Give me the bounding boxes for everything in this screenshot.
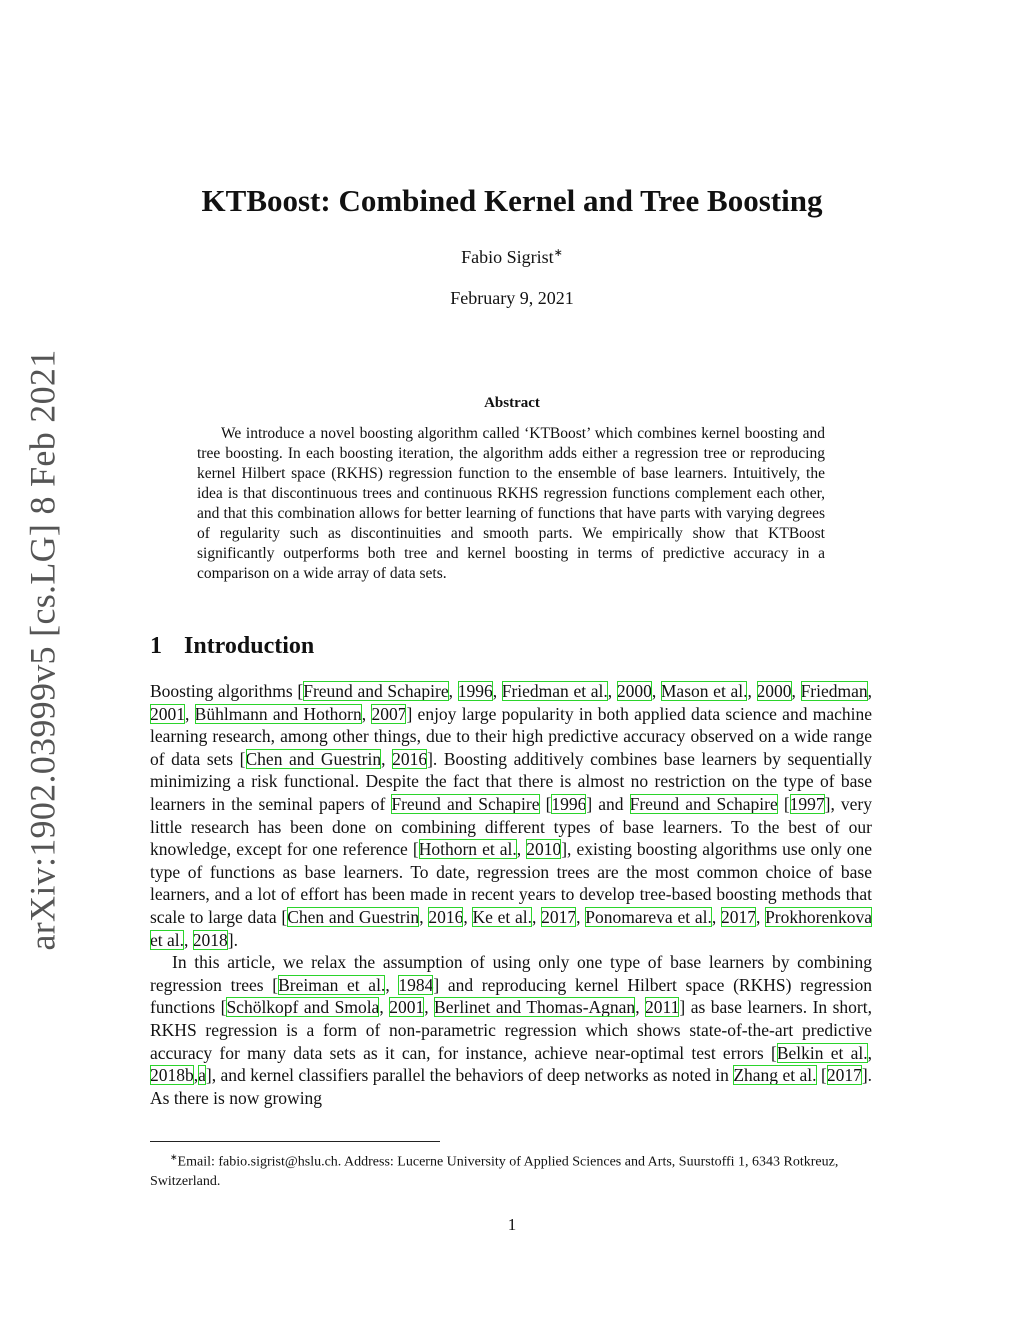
- citation-link[interactable]: Belkin et al.: [776, 1042, 868, 1063]
- citation-link[interactable]: 2017: [826, 1065, 862, 1086]
- citation-link[interactable]: 2007: [371, 703, 407, 724]
- citation-link[interactable]: Chen and Guestrin: [245, 748, 382, 769]
- citation-link[interactable]: Freund and Schapire: [303, 681, 449, 701]
- citation-link[interactable]: Prokhorenkova et al.: [150, 906, 873, 950]
- citation-link[interactable]: 2017: [720, 906, 756, 927]
- citation-link[interactable]: 2018b: [150, 1065, 194, 1086]
- citation-link[interactable]: 1997: [789, 793, 825, 814]
- intro-paragraph-2: In this article, we relax the assumption of using only one type of base learners by combining regression trees [Breiman et al., 1984] and reproducing kernel Hilbert space (RKHS) regression functions [Schölkopf and Smola, 2001, Berlinet and Thomas-Agnan, 2011] as base learners. In short, RKHS regression is a form of non-parametric regression which shows state-of-the-art predictive accuracy for many data sets as it can, for instance, achieve near-optimal test errors [Belkin et al., 2018b,a], and kernel classifiers parallel the behaviors of deep networks as noted in Zhang et al. [2017]. As there is now growing: [150, 952, 873, 1108]
- intro-body: [150, 680, 872, 1109]
- citation-link[interactable]: 1996: [551, 793, 587, 814]
- footnote-mark: ∗: [170, 1152, 178, 1162]
- citation-link[interactable]: Schölkopf and Smola: [226, 997, 380, 1018]
- intro-paragraph-1: Boosting algorithms [Freund and Schapire, 1996, Friedman et al., 2000, Mason et al., 2000, Friedman, 2001, Bühlmann and Hothorn, 2007] enjoy large popularity in both applied data science and machine learning research, among other things, due to their high predictive accuracy observed on a wide range of data sets [Chen and Guestrin, 2016]. Boosting additively combines base learners by sequentially minimizing a risk functional. Despite the fact that there is almost no restriction on the type of base learners in the seminal papers of Freund and Schapire [1996] and Freund and Schapire [1997], very little research has been done on combining different types of base learners. To the best of our knowledge, except for one reference [Hothorn et al., 2010], existing boosting algorithms use only one type of functions as base learners. To date, regression trees are the most common choice of base learners, and a lot of effort has been made in recent years to develop tree-based boosting methods that scale to large data [Chen and Guestrin, 2016, Ke et al., 2017, Ponomareva et al., 2017, Prokhorenkova et al., 2018].: [150, 681, 873, 950]
- arxiv-identifier: arXiv:1902.03999v5 [cs.LG] 8 Feb 2021: [23, 349, 63, 951]
- citation-link[interactable]: Bühlmann and Hothorn: [194, 703, 362, 724]
- abstract-text: We introduce a novel boosting algorithm called ‘KTBoost’ which combines kernel boosting and tree boosting. In each boosting iteration, the algorithm adds either a regression tree or reproducing kernel Hilbert space (RKHS) regression function to the ensemble of base learners. Intuitively, the idea is that discontinuous trees and continuous RKHS regression functions complement each other, and that this combination allows for better learning of functions that have parts with varying degrees of regularity such as discontinuities and smooth parts. We empirically show that KTBoost significantly outperforms both tree and kernel boosting in terms of predictive accuracy in a comparison on a wide array of data sets.: [197, 425, 825, 582]
- citation-link[interactable]: Freund and Schapire: [629, 793, 778, 814]
- citation-link[interactable]: Ponomareva et al.: [585, 906, 712, 927]
- citation-link[interactable]: 2001: [389, 997, 425, 1018]
- citation-link[interactable]: Friedman: [800, 681, 868, 701]
- citation-link[interactable]: 2016: [392, 748, 428, 769]
- author-name: Fabio Sigrist: [461, 247, 554, 267]
- arxiv-sidebar: [8, 349, 78, 951]
- citation-link[interactable]: 2016: [428, 906, 464, 927]
- section-heading: [150, 633, 314, 660]
- citation-link[interactable]: a: [198, 1065, 206, 1086]
- citation-link[interactable]: 1984: [398, 974, 434, 995]
- citation-link[interactable]: 2000: [756, 681, 792, 701]
- page-number: 1: [507, 1215, 517, 1234]
- section-number: 1: [150, 633, 162, 659]
- citation-link[interactable]: Berlinet and Thomas-Agnan: [434, 997, 636, 1018]
- author-line: [0, 246, 1024, 268]
- publication-date: February 9, 2021: [450, 288, 574, 308]
- citation-link[interactable]: 1996: [457, 681, 493, 701]
- citation-link[interactable]: Mason et al.: [660, 681, 748, 701]
- abstract-heading: Abstract: [484, 395, 540, 411]
- citation-link[interactable]: 2018: [192, 929, 228, 950]
- section-title: Introduction: [184, 633, 315, 659]
- author-footnote-mark[interactable]: ∗: [553, 247, 563, 259]
- citation-link[interactable]: Hothorn et al.: [418, 839, 517, 860]
- citation-link[interactable]: 2017: [541, 906, 577, 927]
- citation-link[interactable]: Zhang et al.: [733, 1065, 817, 1086]
- citation-link[interactable]: 2001: [150, 703, 185, 724]
- citation-link[interactable]: Ke et al.: [472, 906, 532, 927]
- footnote: [150, 1148, 872, 1191]
- paper-title: KTBoost: Combined Kernel and Tree Boosting: [201, 183, 823, 218]
- citation-link[interactable]: 2011: [645, 997, 680, 1018]
- citation-link[interactable]: Breiman et al.: [278, 974, 386, 995]
- citation-link[interactable]: Friedman et al.: [501, 681, 608, 701]
- citation-link[interactable]: Chen and Guestrin: [287, 906, 420, 927]
- footnote-text: Email: fabio.sigrist@hslu.ch. Address: Lucerne University of Applied Sciences and Arts, Suurstoffi 1, 6343 Rotkreuz, Switzerland.: [150, 1154, 839, 1189]
- citation-link[interactable]: Freund and Schapire: [391, 793, 540, 814]
- footnote-divider: [150, 1141, 440, 1142]
- citation-link[interactable]: 2000: [616, 681, 652, 701]
- citation-link[interactable]: 2010: [526, 839, 562, 860]
